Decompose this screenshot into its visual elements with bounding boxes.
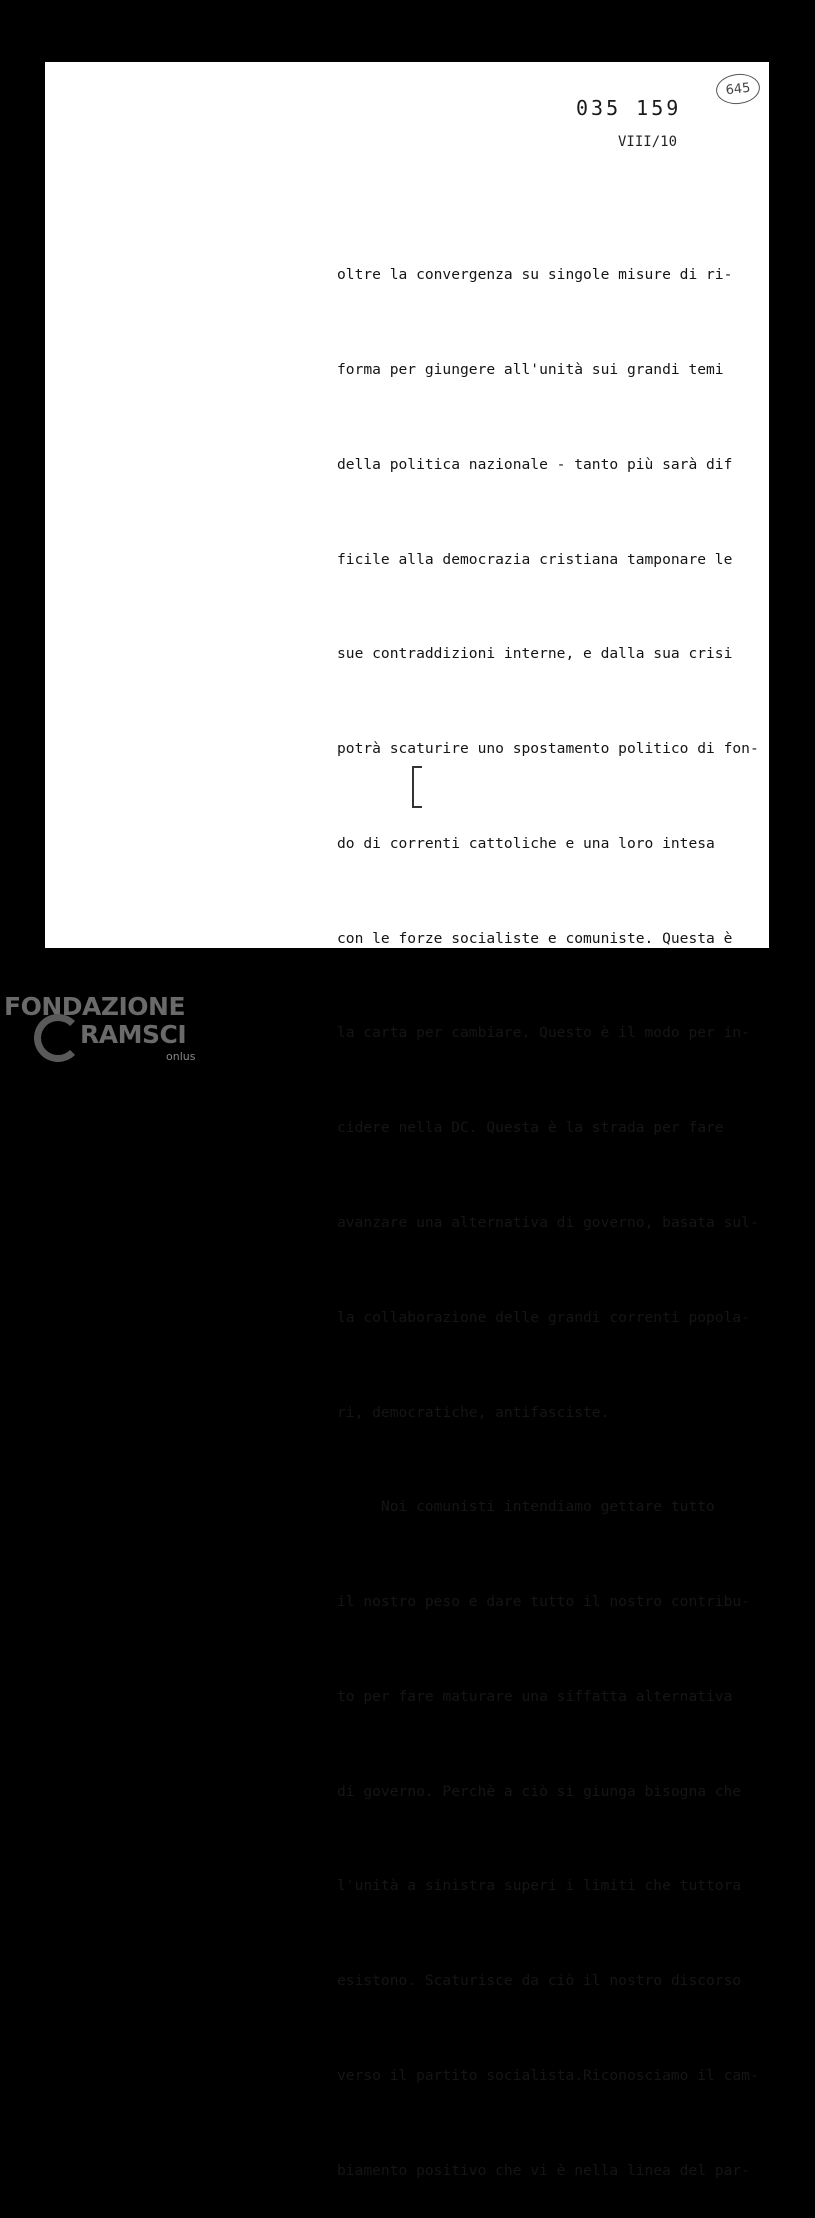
text-line: Noi comunisti intendiamo gettare tutto (337, 1498, 715, 1516)
fondazione-gramsci-logo (4, 992, 204, 1072)
text-line: la collaborazione delle grandi correnti popola- (337, 1308, 750, 1326)
text-line: sue contraddizioni interne, e dalla sua crisi (337, 645, 733, 663)
archive-number: 035 159 (576, 96, 682, 120)
text-line: ri, democratiche, antifasciste. (337, 1403, 610, 1421)
logo-text-line2: RAMSCI (80, 1020, 187, 1049)
logo-subtitle: onlus (166, 1050, 196, 1063)
handwritten-bracket-mark (412, 766, 422, 808)
document-reference: VIII/10 (618, 134, 678, 150)
text-line: avanzare una alternativa di governo, basata sul- (337, 1214, 759, 1231)
text-line: con le forze socialiste e comuniste. Questa è (337, 929, 733, 947)
text-line: il nostro peso e dare tutto il nostro contribu- (337, 1593, 750, 1611)
text-line: to per fare maturare una siffatta alternativa (337, 1687, 733, 1705)
text-line: do di correnti cattoliche e una loro intesa (337, 834, 715, 852)
text-line: esistono. Scaturisce da ciò il nostro discorso (337, 1972, 742, 1990)
text-line: oltre la convergenza su singole misure di ri- (337, 266, 733, 284)
text-line: verso il partito socialista.Riconosciamo il cam- (337, 2067, 759, 2085)
logo-g-mark-icon (34, 1014, 82, 1062)
text-line: forma per giungere all'unità sui grandi temi (337, 360, 724, 378)
text-line: cidere nella DC. Questa è la strada per fare (337, 1119, 724, 1137)
text-line: della politica nazionale - tanto più sarà dif (337, 455, 733, 473)
text-line: la carta per cambiare. Questo è il modo per in- (337, 1024, 750, 1042)
text-line: biamento positivo che vi è nella linea del par- (337, 2161, 750, 2179)
logo-text-line1: FONDAZIONE (4, 992, 186, 1021)
text-line: ficile alla democrazia cristiana tamponare le (337, 550, 733, 568)
folio-number: 645 (715, 72, 762, 106)
text-line: l'unità a sinistra superi i limiti che tuttora (337, 1877, 742, 1895)
text-line: potrà scaturire uno spostamento politico di fon- (337, 740, 759, 758)
text-line: di governo. Perchè a ciò si giunga bisogna che (337, 1782, 742, 1800)
body-text (337, 196, 767, 2218)
